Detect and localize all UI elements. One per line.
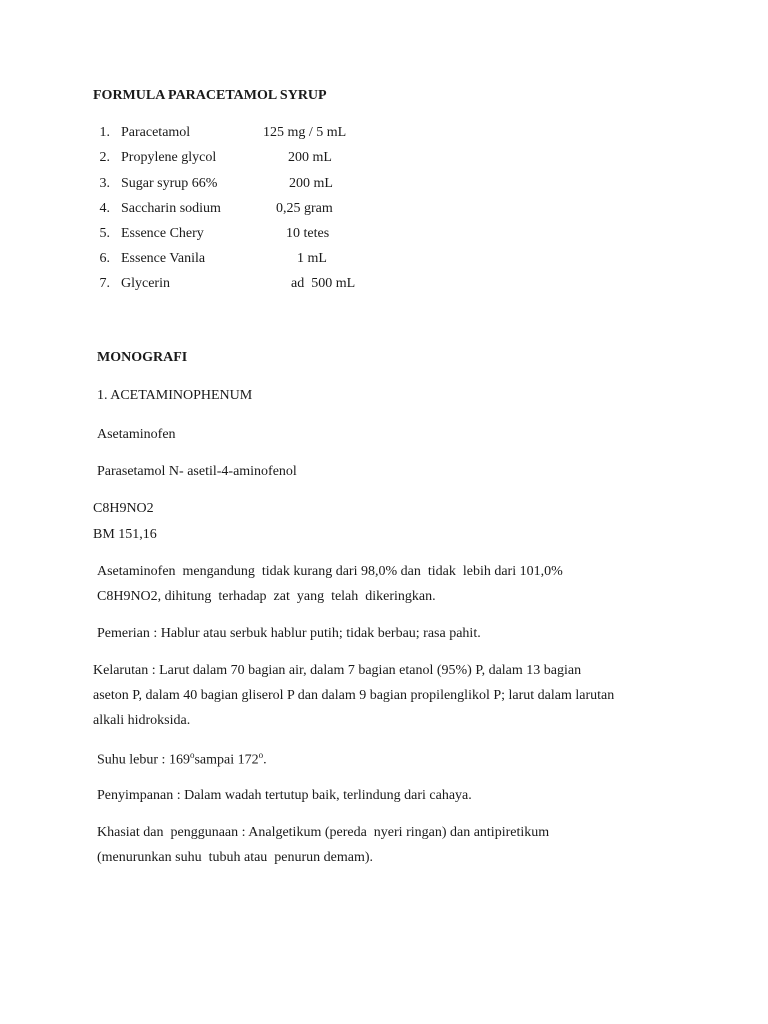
name-line: Asetaminofen [97,427,176,442]
ingredient-amount: 0,25 gram [276,201,333,216]
kelarutan-line: alkali hidroksida. [93,713,191,728]
khasiat-line: (menurunkan suhu tubuh atau penurun demam). [97,850,374,865]
formula-title: FORMULA PARACETAMOL SYRUP [93,88,327,103]
degree-mark: o [258,750,264,760]
name-line: Parasetamol N- asetil-4-aminofenol [97,464,297,479]
list-item [86,202,110,216]
kelarutan-line: aseton P, dalam 40 bagian gliserol P dan dalam 9 bagian propilenglikol P; larut dalam larutan [93,688,615,703]
content-paragraph-line: C8H9NO2, dihitung terhadap zat yang telah dikeringkan. [97,589,436,604]
ingredient-amount: 10 tetes [286,226,330,241]
ingredient-name: Saccharin sodium [121,201,221,216]
chemical-formula: C8H9NO2 [93,501,154,516]
list-item [86,177,110,191]
list-number: 7. [99,276,110,291]
ingredient-name: Propylene glycol [121,150,217,165]
ingredient-amount: 125 mg / 5 mL [263,125,347,140]
ingredient-amount: 200 mL [288,150,332,165]
penyimpanan-text: Penyimpanan : Dalam wadah tertutup baik, terlindung dari cahaya. [97,788,472,803]
list-item [86,151,110,165]
monograph-subtitle: 1. ACETAMINOPHENUM [97,388,253,403]
ingredient-amount: ad 500 mL [291,276,356,291]
suhu-lebur-text [97,751,267,768]
list-number: 6. [99,251,110,266]
list-number: 4. [99,201,110,216]
list-number: 2. [99,150,110,165]
list-item [86,277,110,291]
ingredient-name: Paracetamol [121,125,191,140]
ingredient-amount: 200 mL [289,176,333,191]
content-paragraph-line: Asetaminofen mengandung tidak kurang dari 98,0% dan tidak lebih dari 101,0% [97,564,563,579]
ingredient-amount: 1 mL [297,251,327,266]
list-number: 3. [99,176,110,191]
list-number: 5. [99,226,110,241]
ingredient-name: Essence Chery [121,226,204,241]
ingredient-name: Glycerin [121,276,170,291]
section-title-monografi: MONOGRAFI [97,350,188,365]
list-number: 1. [99,125,110,140]
ingredient-name: Essence Vanila [121,251,206,266]
list-item [86,227,110,241]
khasiat-line: Khasiat dan penggunaan : Analgetikum (pereda nyeri ringan) dan antipiretikum [97,825,550,840]
molecular-weight: BM 151,16 [93,527,157,542]
ingredient-name: Sugar syrup 66% [121,176,218,191]
list-item [86,252,110,266]
list-item [86,126,110,140]
suhu-middle: sampai 172 [194,752,259,768]
pemerian-text: Pemerian : Hablur atau serbuk hablur putih; tidak berbau; rasa pahit. [97,626,481,641]
kelarutan-line: Kelarutan : Larut dalam 70 bagian air, dalam 7 bagian etanol (95%) P, dalam 13 bagian [93,663,582,678]
suhu-prefix: Suhu lebur : 169 [97,752,190,768]
degree-mark: o [189,750,195,760]
suhu-end: . [263,752,267,768]
